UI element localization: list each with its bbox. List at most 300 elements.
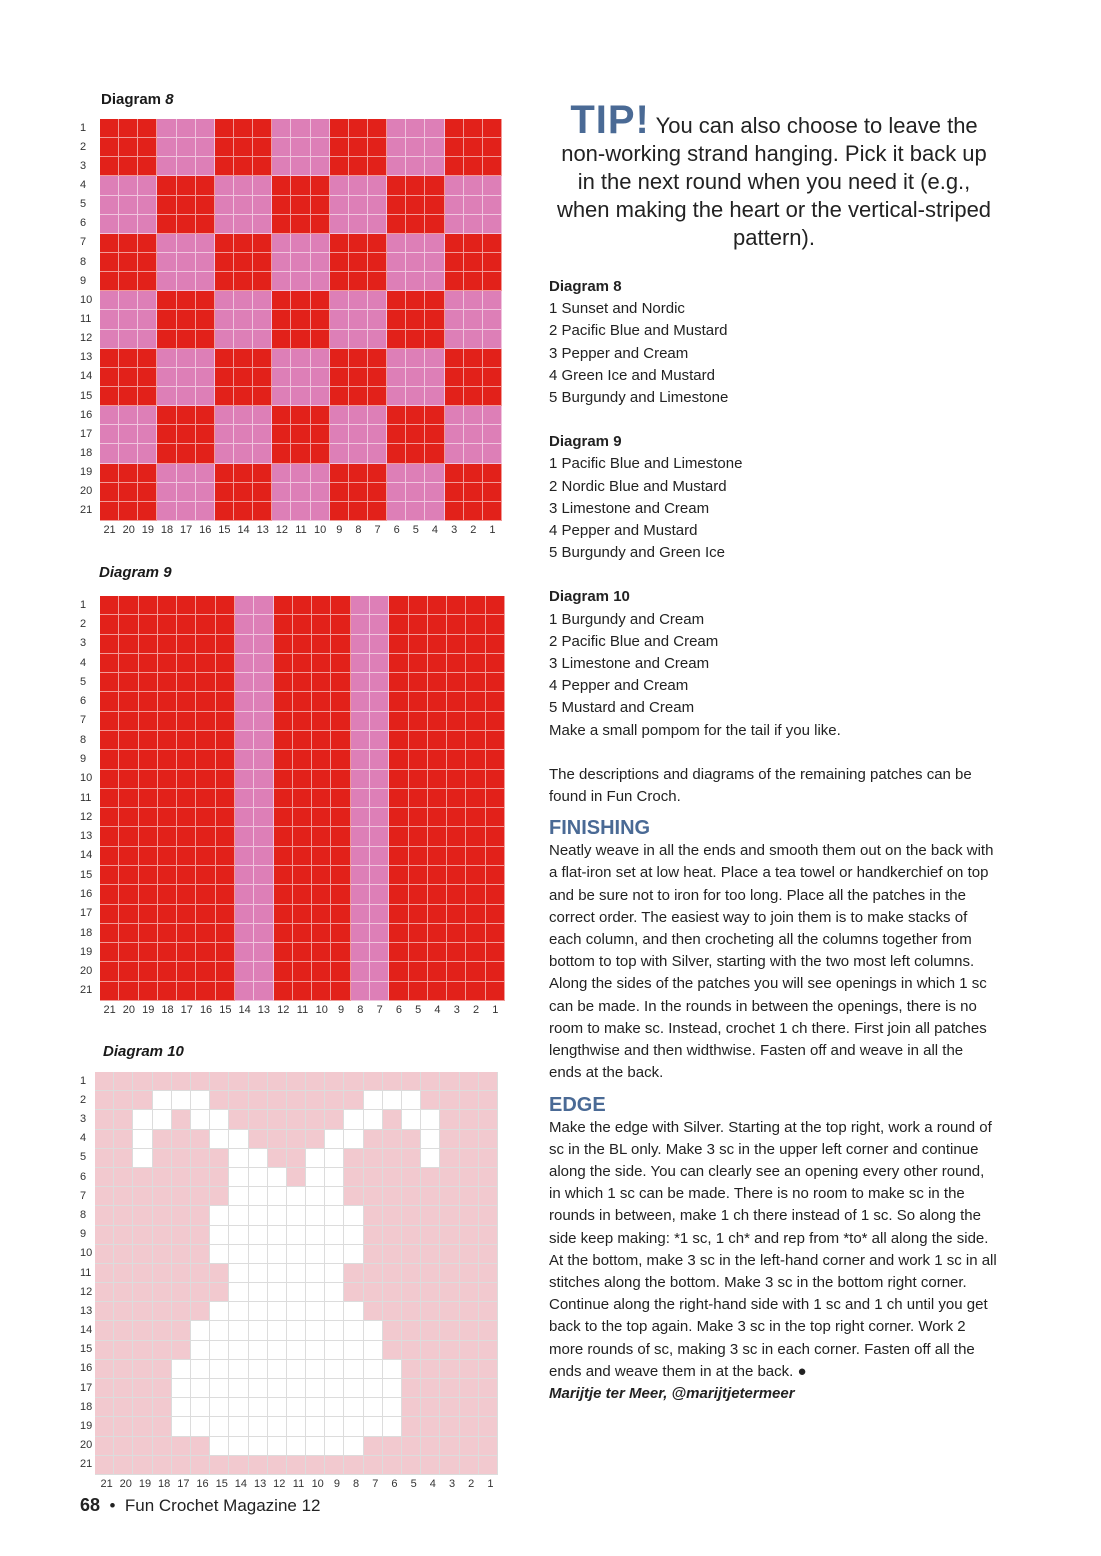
chart-cell xyxy=(440,1360,459,1379)
chart-cell xyxy=(234,483,253,502)
chart-cell xyxy=(100,673,119,692)
chart-cell xyxy=(291,349,310,368)
chart-cell xyxy=(268,1187,287,1206)
chart-cell xyxy=(291,253,310,272)
col-label: 1 xyxy=(492,1004,499,1016)
chart-cell xyxy=(191,1398,210,1417)
diagram-9-row-labels xyxy=(80,596,100,1001)
chart-cell xyxy=(460,1456,479,1475)
chart-cell xyxy=(486,750,505,769)
chart-cell xyxy=(306,1264,325,1283)
chart-cell xyxy=(139,827,158,846)
chart-cell xyxy=(460,1168,479,1187)
chart-cell xyxy=(389,847,408,866)
chart-cell xyxy=(177,406,196,425)
chart-cell xyxy=(406,349,425,368)
chart-cell xyxy=(100,196,119,215)
chart-cell xyxy=(100,654,119,673)
end-mark: ● xyxy=(793,1362,807,1380)
chart-cell xyxy=(445,406,464,425)
row-label: 1 xyxy=(80,598,87,611)
chart-cell xyxy=(177,444,196,463)
chart-cell xyxy=(253,215,272,234)
chart-cell xyxy=(234,196,253,215)
chart-cell xyxy=(100,596,119,615)
chart-cell xyxy=(349,483,368,502)
chart-cell xyxy=(216,712,235,731)
chart-cell xyxy=(133,1417,152,1436)
chart-cell xyxy=(254,962,273,981)
chart-cell xyxy=(383,1168,402,1187)
chart-cell xyxy=(95,1072,114,1091)
chart-cell xyxy=(331,808,350,827)
pompom-note: Make a small pompom for the tail if you like. xyxy=(549,721,841,739)
chart-cell xyxy=(351,924,370,943)
chart-cell xyxy=(100,215,119,234)
row-label: 17 xyxy=(80,1381,93,1394)
chart-cell xyxy=(389,982,408,1001)
chart-cell xyxy=(383,1456,402,1475)
chart-cell xyxy=(387,138,406,157)
chart-cell xyxy=(293,770,312,789)
chart-cell xyxy=(479,1341,498,1360)
chart-cell xyxy=(293,596,312,615)
chart-cell xyxy=(466,924,485,943)
chart-cell xyxy=(483,215,502,234)
col-label: 4 xyxy=(429,1478,436,1490)
chart-cell xyxy=(215,291,234,310)
chart-cell xyxy=(119,770,138,789)
chart-cell xyxy=(196,789,215,808)
chart-cell xyxy=(306,1437,325,1456)
chart-cell xyxy=(447,808,466,827)
chart-cell xyxy=(409,924,428,943)
chart-cell xyxy=(330,234,349,253)
chart-cell xyxy=(272,119,291,138)
chart-cell xyxy=(235,847,254,866)
chart-cell xyxy=(445,444,464,463)
chart-cell xyxy=(291,483,310,502)
chart-cell xyxy=(216,731,235,750)
chart-cell xyxy=(445,310,464,329)
chart-cell xyxy=(114,1302,133,1321)
chart-cell xyxy=(158,615,177,634)
chart-cell xyxy=(114,1130,133,1149)
finishing-body: Neatly weave in all the ends and smooth them out on the back with a flat-iron set at low heat. Place a tea towel or handkerchief on top and be sure not to iron for too long. Place all the patches in the correct order. The easiest way to join them is to make stacks of each column, and then crocheting all the columns together from bottom to top with Silver, starting with the two most left columns. Along the sides of the patches you will see openings in which 1 sc can be made. In the rounds in between the openings, there is no room to make sc. Instead, crochet 1 ch there. First join all patches lengthwise and then widthwise. Fasten off and weave in all the ends at the back. xyxy=(549,842,994,1082)
chart-cell xyxy=(312,596,331,615)
chart-cell xyxy=(215,464,234,483)
chart-cell xyxy=(95,1283,114,1302)
chart-cell xyxy=(235,905,254,924)
chart-cell xyxy=(157,157,176,176)
chart-cell xyxy=(464,502,483,521)
chart-cell xyxy=(215,119,234,138)
chart-cell xyxy=(133,1379,152,1398)
chart-cell xyxy=(421,1245,440,1264)
chart-cell xyxy=(460,1264,479,1283)
chart-cell xyxy=(383,1245,402,1264)
chart-cell xyxy=(177,157,196,176)
chart-cell xyxy=(235,654,254,673)
chart-cell xyxy=(351,596,370,615)
chart-cell xyxy=(364,1302,383,1321)
chart-cell xyxy=(100,635,119,654)
yarn-lists xyxy=(549,276,999,1405)
chart-cell xyxy=(464,176,483,195)
chart-cell xyxy=(119,483,138,502)
chart-cell xyxy=(138,157,157,176)
chart-cell xyxy=(464,291,483,310)
list-heading: Diagram 8 xyxy=(549,278,622,295)
chart-cell xyxy=(330,310,349,329)
chart-cell xyxy=(479,1360,498,1379)
chart-cell xyxy=(172,1072,191,1091)
chart-cell xyxy=(406,215,425,234)
chart-cell xyxy=(253,387,272,406)
chart-cell xyxy=(293,673,312,692)
chart-cell xyxy=(370,789,389,808)
chart-cell xyxy=(331,789,350,808)
chart-cell xyxy=(100,827,119,846)
chart-cell xyxy=(330,272,349,291)
chart-cell xyxy=(460,1072,479,1091)
chart-cell xyxy=(370,962,389,981)
chart-cell xyxy=(330,368,349,387)
chart-cell xyxy=(249,1283,268,1302)
chart-cell xyxy=(177,943,196,962)
chart-cell xyxy=(464,215,483,234)
chart-cell xyxy=(368,176,387,195)
chart-cell xyxy=(425,138,444,157)
chart-cell xyxy=(387,387,406,406)
chart-cell xyxy=(402,1072,421,1091)
chart-cell xyxy=(229,1437,248,1456)
chart-cell xyxy=(153,1149,172,1168)
chart-cell xyxy=(311,464,330,483)
chart-cell xyxy=(235,943,254,962)
chart-cell xyxy=(428,635,447,654)
chart-cell xyxy=(311,406,330,425)
chart-cell xyxy=(191,1437,210,1456)
col-label: 12 xyxy=(273,1478,286,1490)
list-item: 1 Pacific Blue and Limestone xyxy=(549,455,743,473)
chart-cell xyxy=(306,1168,325,1187)
chart-cell xyxy=(344,1379,363,1398)
chart-cell xyxy=(402,1302,421,1321)
chart-cell xyxy=(229,1206,248,1225)
chart-cell xyxy=(428,847,447,866)
row-label: 21 xyxy=(80,984,93,997)
chart-cell xyxy=(447,943,466,962)
chart-cell xyxy=(119,444,138,463)
chart-cell xyxy=(235,750,254,769)
row-label: 3 xyxy=(80,637,87,650)
row-label: 4 xyxy=(80,656,87,669)
chart-cell xyxy=(364,1360,383,1379)
chart-cell xyxy=(158,885,177,904)
chart-cell xyxy=(196,924,215,943)
chart-cell xyxy=(406,425,425,444)
chart-cell xyxy=(383,1149,402,1168)
chart-cell xyxy=(409,596,428,615)
chart-cell xyxy=(293,731,312,750)
row-label: 15 xyxy=(80,389,93,402)
edge-heading: EDGE xyxy=(549,1093,606,1116)
chart-cell xyxy=(157,502,176,521)
chart-cell xyxy=(387,310,406,329)
chart-cell xyxy=(368,138,387,157)
chart-cell xyxy=(268,1206,287,1225)
chart-cell xyxy=(153,1226,172,1245)
chart-cell xyxy=(216,673,235,692)
diagram-10-col-labels xyxy=(97,1478,500,1492)
chart-cell xyxy=(428,673,447,692)
chart-cell xyxy=(249,1264,268,1283)
chart-cell xyxy=(447,712,466,731)
chart-cell xyxy=(368,196,387,215)
chart-cell xyxy=(119,943,138,962)
chart-cell xyxy=(133,1206,152,1225)
chart-cell xyxy=(268,1283,287,1302)
chart-cell xyxy=(428,731,447,750)
chart-cell xyxy=(344,1417,363,1436)
chart-cell xyxy=(291,425,310,444)
chart-cell xyxy=(235,635,254,654)
chart-cell xyxy=(138,119,157,138)
chart-cell xyxy=(172,1379,191,1398)
chart-cell xyxy=(172,1437,191,1456)
chart-cell xyxy=(100,770,119,789)
chart-cell xyxy=(153,1072,172,1091)
col-label: 17 xyxy=(177,1478,190,1490)
chart-cell xyxy=(383,1091,402,1110)
chart-cell xyxy=(196,615,215,634)
chart-cell xyxy=(421,1206,440,1225)
chart-cell xyxy=(287,1149,306,1168)
row-label: 16 xyxy=(80,1362,93,1375)
row-label: 1 xyxy=(80,1074,87,1087)
col-label: 2 xyxy=(470,524,477,536)
list-heading: Diagram 9 xyxy=(549,433,622,451)
chart-cell xyxy=(460,1398,479,1417)
chart-cell xyxy=(158,808,177,827)
chart-cell xyxy=(253,502,272,521)
chart-cell xyxy=(234,349,253,368)
chart-cell xyxy=(428,962,447,981)
chart-cell xyxy=(191,1456,210,1475)
chart-cell xyxy=(158,943,177,962)
chart-cell xyxy=(268,1168,287,1187)
chart-cell xyxy=(139,731,158,750)
chart-cell xyxy=(406,196,425,215)
chart-cell xyxy=(172,1110,191,1129)
chart-cell xyxy=(409,847,428,866)
chart-cell xyxy=(402,1437,421,1456)
chart-cell xyxy=(311,176,330,195)
chart-cell xyxy=(325,1360,344,1379)
row-label: 9 xyxy=(80,752,87,765)
list-item: 4 Green Ice and Mustard xyxy=(549,366,715,384)
chart-cell xyxy=(389,808,408,827)
chart-cell xyxy=(293,827,312,846)
chart-cell xyxy=(119,847,138,866)
chart-cell xyxy=(406,464,425,483)
chart-cell xyxy=(479,1072,498,1091)
chart-cell xyxy=(216,866,235,885)
list-item: 1 Burgundy and Cream xyxy=(549,610,705,628)
chart-cell xyxy=(402,1187,421,1206)
chart-cell xyxy=(479,1110,498,1129)
chart-cell xyxy=(133,1130,152,1149)
chart-cell xyxy=(466,982,485,1001)
chart-cell xyxy=(331,962,350,981)
chart-cell xyxy=(311,215,330,234)
chart-cell xyxy=(387,502,406,521)
chart-cell xyxy=(157,253,176,272)
chart-cell xyxy=(114,1283,133,1302)
chart-cell xyxy=(402,1398,421,1417)
chart-cell xyxy=(330,138,349,157)
chart-cell xyxy=(351,847,370,866)
chart-cell xyxy=(216,943,235,962)
chart-cell xyxy=(177,464,196,483)
chart-cell xyxy=(387,215,406,234)
chart-cell xyxy=(421,1379,440,1398)
chart-cell xyxy=(235,615,254,634)
chart-cell xyxy=(364,1149,383,1168)
chart-cell xyxy=(409,885,428,904)
chart-cell xyxy=(253,253,272,272)
chart-cell xyxy=(114,1110,133,1129)
chart-cell xyxy=(330,349,349,368)
chart-cell xyxy=(139,943,158,962)
chart-cell xyxy=(349,215,368,234)
chart-cell xyxy=(312,615,331,634)
diagram-10-title: Diagram 10 xyxy=(103,1043,184,1060)
chart-cell xyxy=(191,1149,210,1168)
row-label: 14 xyxy=(80,1324,93,1337)
chart-cell xyxy=(100,483,119,502)
chart-cell xyxy=(428,827,447,846)
chart-cell xyxy=(351,885,370,904)
chart-cell xyxy=(479,1149,498,1168)
row-label: 17 xyxy=(80,427,93,440)
chart-cell xyxy=(383,1264,402,1283)
chart-cell xyxy=(351,808,370,827)
chart-cell xyxy=(138,464,157,483)
chart-cell xyxy=(460,1206,479,1225)
chart-cell xyxy=(196,138,215,157)
chart-cell xyxy=(349,119,368,138)
chart-cell xyxy=(428,943,447,962)
chart-cell xyxy=(486,635,505,654)
chart-cell xyxy=(177,827,196,846)
chart-cell xyxy=(421,1110,440,1129)
chart-cell xyxy=(330,444,349,463)
chart-cell xyxy=(114,1206,133,1225)
chart-cell xyxy=(114,1360,133,1379)
chart-cell xyxy=(306,1398,325,1417)
chart-cell xyxy=(234,176,253,195)
chart-cell xyxy=(133,1283,152,1302)
chart-cell xyxy=(383,1226,402,1245)
chart-cell xyxy=(268,1149,287,1168)
chart-cell xyxy=(389,789,408,808)
chart-cell xyxy=(349,349,368,368)
chart-cell xyxy=(138,176,157,195)
chart-cell xyxy=(479,1417,498,1436)
chart-cell xyxy=(483,157,502,176)
chart-cell xyxy=(196,750,215,769)
col-label: 5 xyxy=(410,1478,417,1490)
chart-cell xyxy=(368,253,387,272)
chart-cell xyxy=(486,770,505,789)
chart-cell xyxy=(445,138,464,157)
chart-cell xyxy=(445,157,464,176)
chart-cell xyxy=(95,1168,114,1187)
chart-cell xyxy=(95,1206,114,1225)
chart-cell xyxy=(306,1321,325,1340)
chart-cell xyxy=(158,847,177,866)
chart-cell xyxy=(479,1437,498,1456)
col-label: 9 xyxy=(333,1478,340,1490)
row-label: 21 xyxy=(80,504,93,517)
chart-cell xyxy=(272,425,291,444)
chart-cell xyxy=(402,1456,421,1475)
chart-cell xyxy=(421,1437,440,1456)
chart-cell xyxy=(464,483,483,502)
chart-cell xyxy=(351,673,370,692)
chart-cell xyxy=(249,1398,268,1417)
chart-cell xyxy=(370,692,389,711)
row-label: 1 xyxy=(80,121,87,134)
chart-cell xyxy=(291,291,310,310)
chart-cell xyxy=(114,1456,133,1475)
chart-cell xyxy=(196,425,215,444)
chart-cell xyxy=(460,1379,479,1398)
chart-cell xyxy=(483,444,502,463)
chart-cell xyxy=(235,712,254,731)
chart-cell xyxy=(100,962,119,981)
chart-cell xyxy=(157,387,176,406)
chart-cell xyxy=(330,483,349,502)
chart-cell xyxy=(287,1437,306,1456)
chart-cell xyxy=(483,349,502,368)
chart-cell xyxy=(312,789,331,808)
chart-cell xyxy=(421,1283,440,1302)
chart-cell xyxy=(486,731,505,750)
chart-cell xyxy=(216,905,235,924)
chart-cell xyxy=(291,330,310,349)
chart-cell xyxy=(440,1187,459,1206)
chart-cell xyxy=(425,291,444,310)
chart-cell xyxy=(139,770,158,789)
edge-body: Make the edge with Silver. Starting at the top right, work a round of sc in the BL only. Make 3 sc in the upper left corner and continue along the side. You can clearly see an opening every other round, in which 1 sc can be made. There is no room to make sc in the rounds in between, make 1 ch there instead of 1 sc. So along the side keep making: *1 sc, 1 ch* and rep from *to* all along the side. At the bottom, make 3 sc in the left-hand corner and work 1 sc in all stitches along the bottom. Make 3 sc in the bottom right corner. Continue along the right-hand side with 1 sc and 1 ch until you get back to the top again. Make 3 sc in the top right corner. Work 2 more rounds of sc, making 3 sc in each corner. Fasten off all the ends and weave them in at the back. ● xyxy=(549,1118,997,1380)
chart-cell xyxy=(387,234,406,253)
chart-cell xyxy=(440,1379,459,1398)
chart-cell xyxy=(139,635,158,654)
chart-cell xyxy=(483,387,502,406)
chart-cell xyxy=(368,215,387,234)
chart-cell xyxy=(364,1456,383,1475)
chart-cell xyxy=(287,1283,306,1302)
chart-cell xyxy=(483,464,502,483)
chart-cell xyxy=(158,692,177,711)
chart-cell xyxy=(139,654,158,673)
chart-cell xyxy=(368,464,387,483)
chart-cell xyxy=(445,196,464,215)
chart-cell xyxy=(293,808,312,827)
